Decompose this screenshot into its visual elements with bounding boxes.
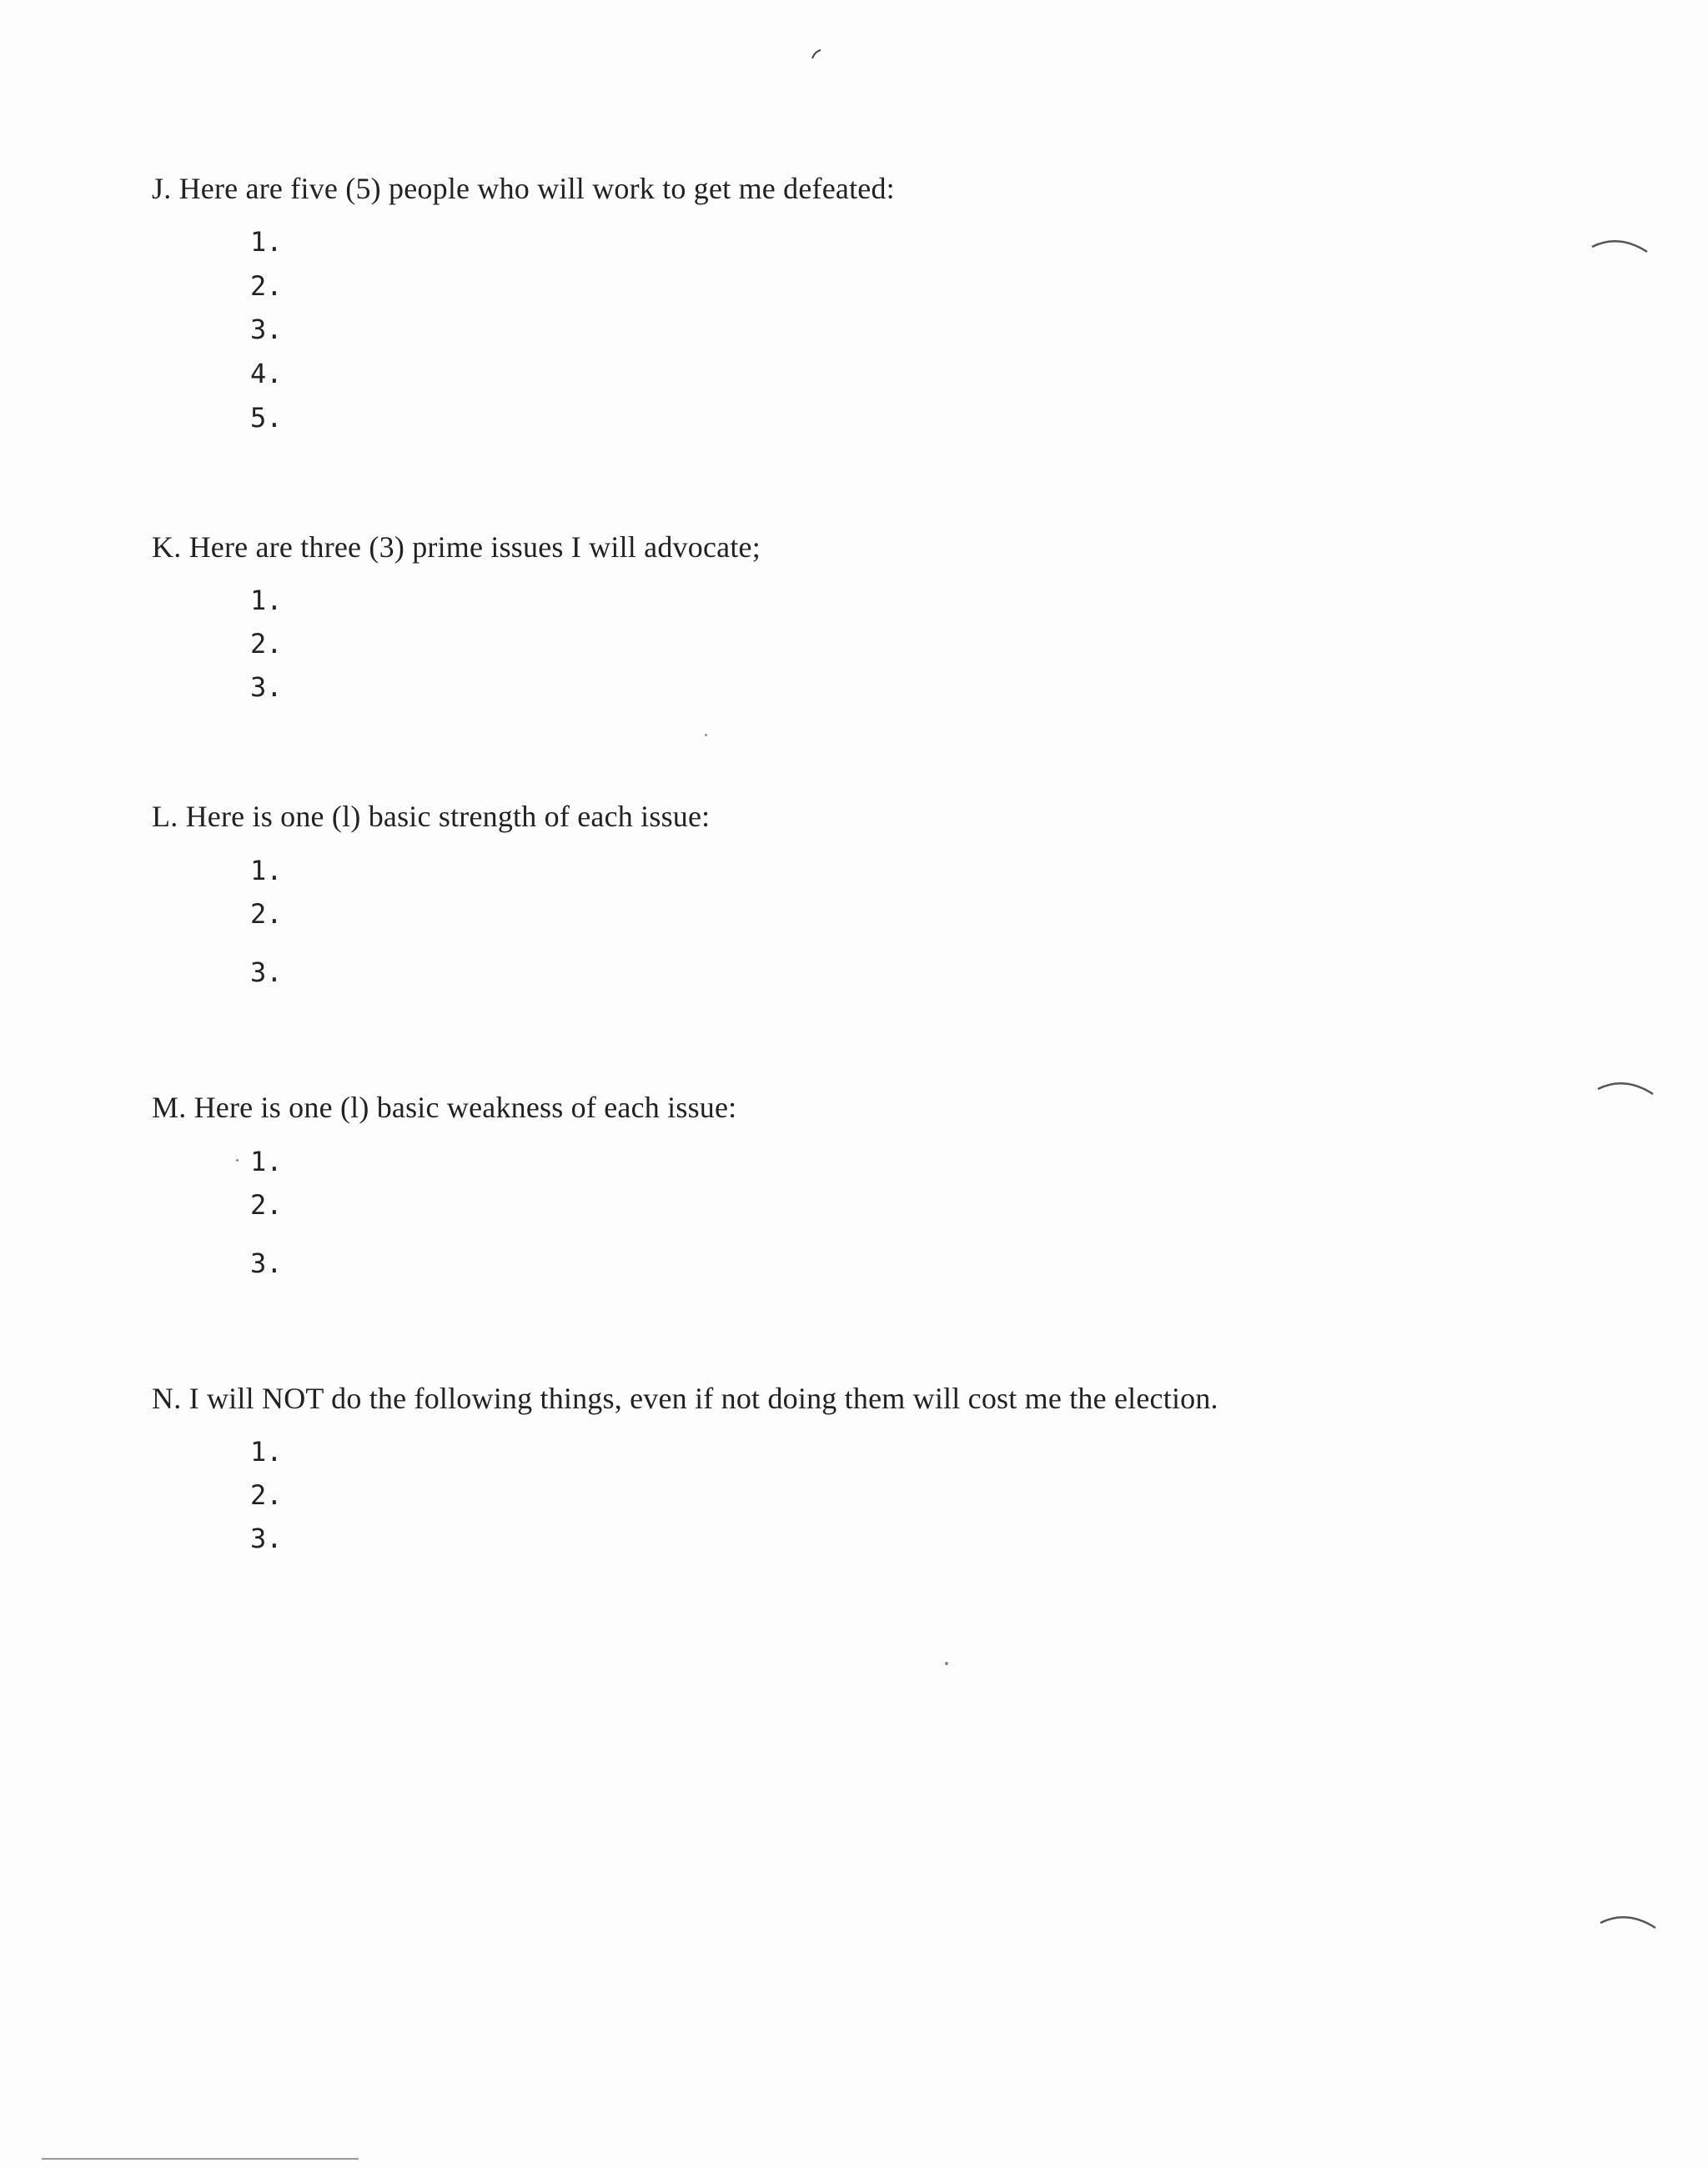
section-heading: J. Here are five (5) people who will work to get me defeated: — [152, 172, 895, 205]
list-item: 1. — [250, 226, 283, 258]
section-heading: M. Here is one (l) basic weakness of each issue: — [152, 1091, 737, 1124]
scan-speck — [945, 1662, 948, 1665]
bottom-rule — [42, 2158, 359, 2160]
section-heading: N. I will NOT do the following things, even if not doing them will cost me the election. — [152, 1382, 1218, 1415]
scan-speck — [705, 734, 707, 736]
list-item: 3. — [250, 1247, 283, 1279]
punch-hole-mark — [1589, 233, 1655, 267]
list-item: 3. — [250, 314, 283, 345]
list-item: 1. — [250, 1436, 283, 1468]
scan-speck — [236, 1159, 239, 1162]
list-item: 2. — [250, 270, 283, 302]
list-item: 1. — [250, 855, 283, 886]
list-item: 3. — [250, 671, 283, 703]
list-item: 4. — [250, 358, 283, 389]
section-heading: K. Here are three (3) prime issues I will advocate; — [152, 530, 761, 564]
list-item: 2. — [250, 628, 283, 660]
list-item: 2. — [250, 1479, 283, 1511]
punch-hole-mark — [1597, 1910, 1664, 1943]
list-item: 3. — [250, 956, 283, 988]
list-item: 1. — [250, 585, 283, 616]
list-item: 2. — [250, 898, 283, 930]
list-item: 5. — [250, 402, 283, 434]
list-item: 1. — [250, 1146, 283, 1177]
list-item: 2. — [250, 1189, 283, 1221]
section-heading: L. Here is one (l) basic strength of each issue: — [152, 800, 711, 833]
scan-mark — [811, 48, 822, 60]
list-item: 3. — [250, 1523, 283, 1554]
punch-hole-mark — [1595, 1076, 1661, 1109]
